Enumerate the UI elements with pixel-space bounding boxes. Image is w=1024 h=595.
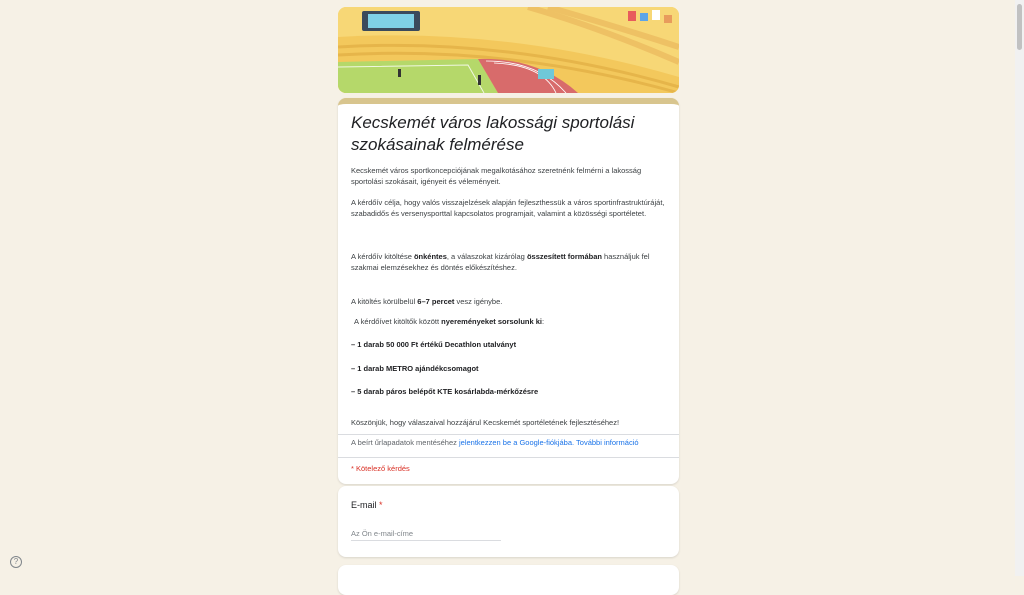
email-field[interactable] xyxy=(351,526,501,541)
prize-item xyxy=(351,363,666,374)
prize-item-3: – 5 darab páros belépőt KTE kosárlabda-mérkőzésre xyxy=(351,387,539,396)
signin-link[interactable]: jelentkezzen be a Google-fiókjába. xyxy=(459,438,575,447)
voluntary-text-2: , a válaszokat kizárólag xyxy=(446,252,527,261)
form-title: Kecskemét város lakossági sportolási szokásainak felmérése xyxy=(351,113,635,154)
next-question-card xyxy=(338,565,679,595)
prizes-text-2: : xyxy=(542,317,545,326)
signin-text: A beírt űrlapadatok mentéséhez xyxy=(351,438,459,447)
required-star: * xyxy=(376,500,383,510)
description-goal: A kérdőív célja, hogy valós visszajelzések alapján fejleszthessük a város sportinfrastruktúráját, szabadidős és versenysporttal kapcsolatos programjait, valamint a közösségi sportéletet. xyxy=(351,198,665,218)
voluntary-text-3: használjuk fel szakmai elemzésekhez és döntés előkészítéshez. xyxy=(351,252,650,272)
voluntary-bold-2: összesített formában xyxy=(526,252,602,261)
stadium-illustration xyxy=(338,7,679,93)
help-icon[interactable]: ? xyxy=(10,556,22,568)
voluntary-text-1: A kérdőív kitöltése xyxy=(351,252,414,261)
required-question-note: * Kötelező kérdés xyxy=(351,464,410,473)
prizes-text-1: A kérdőívet kitöltők között xyxy=(354,317,442,326)
description-voluntary xyxy=(351,251,666,273)
description-duration xyxy=(351,296,666,307)
divider xyxy=(338,457,679,458)
divider xyxy=(338,434,679,435)
scrollbar[interactable] xyxy=(1015,0,1024,576)
email-question-card xyxy=(338,486,679,557)
description-thanks: Köszönjük, hogy válaszaival hozzájárul Kecskemét sportéletének fejlesztéséhez! xyxy=(351,418,620,427)
description-prizes xyxy=(354,316,669,327)
more-info-link[interactable]: További információ xyxy=(576,438,639,447)
description-intro: Kecskemét város sportkoncepciójának megalkotásához szeretnénk felmérni a lakosság sportolási szokásait, igényeit és véleményeit. xyxy=(351,166,642,186)
prize-item xyxy=(351,339,666,350)
prizes-bold: nyereményeket sorsolunk ki xyxy=(441,317,543,326)
prize-item-1: – 1 darab 50 000 Ft értékű Decathlon utalványt xyxy=(351,340,517,349)
duration-text-1: A kitöltés körülbelül xyxy=(351,297,418,306)
duration-text-2: vesz igénybe. xyxy=(454,297,503,306)
signin-notice xyxy=(351,438,639,447)
voluntary-bold-1: önkéntes xyxy=(413,252,447,261)
prize-item xyxy=(351,386,666,397)
form-header-card xyxy=(338,98,679,484)
header-banner-image xyxy=(338,7,679,93)
email-label-text: E-mail xyxy=(351,500,377,510)
prize-item-2: – 1 darab METRO ajándékcsomagot xyxy=(351,364,479,373)
email-question-label xyxy=(351,500,383,510)
scrollbar-thumb[interactable] xyxy=(1017,4,1022,50)
duration-bold: 6–7 percet xyxy=(417,297,455,306)
